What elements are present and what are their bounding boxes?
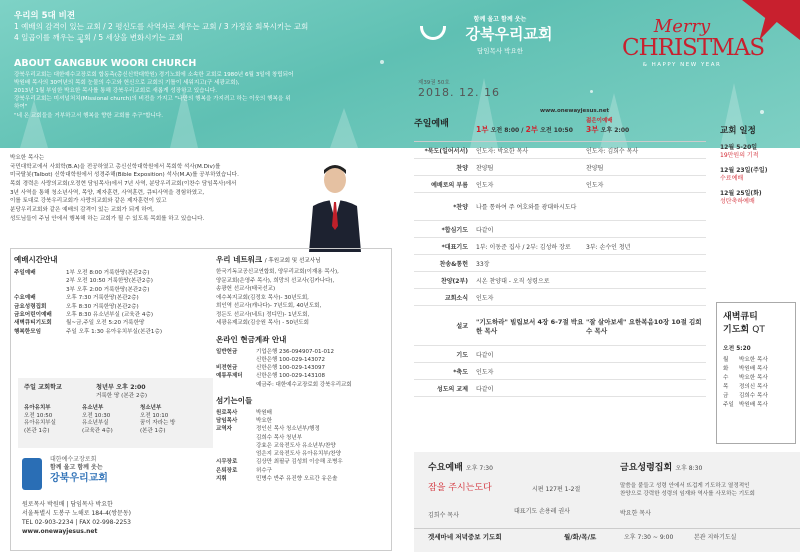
snowflake (760, 110, 764, 114)
ribbon-bow-icon (742, 0, 800, 40)
bio-line: 목회 경력은 사랑의교회(오정현 담임목사)에서 7년 사역, 분당우리교회(이찬수 담임목사)에서 (10, 180, 237, 187)
school-column: 유아유치부 오전 10:50 유아유치부실 (본관 1층) (24, 405, 56, 435)
snowflake (380, 60, 384, 64)
staff-row: 엄은지 교육전도사 유아유치부/찬양 (256, 451, 342, 458)
gethsemane-title: 겟세마네 저녁중보 기도회 (428, 533, 502, 541)
friday-title: 금요성령집회 오후 8:30 (620, 463, 703, 473)
order-row: *합심기도 다같이 (414, 221, 706, 238)
wednesday-title: 수요예배 오후 7:30 (428, 463, 493, 473)
merry-text: Merry (653, 16, 711, 37)
friday-leader: 박요한 목사 (620, 510, 651, 517)
staff-title: 섬기는이들 (216, 395, 253, 405)
staff-row: 담임목사 박요한 (216, 418, 272, 425)
wednesday-rep: 대표기도 손용레 권사 (514, 508, 570, 515)
about-text: 강북우리교회는 미셔널처치(Missional church)의 비전을 가지고 "나만의 행복을 가지려고 하는 이웃의 행복을 위하여" (14, 96, 291, 111)
offering-row: 일반헌금 기업은행 236-094907-01-012 (216, 348, 334, 355)
gethsemane-time: 오후 7:30 ~ 9:00 (624, 534, 674, 541)
schedule-title: 교회 일정 (720, 126, 756, 136)
issue-info (418, 78, 500, 99)
worship-order-header: 주일예배 1부 오전 8:00 / 2부 오전 10:50 젊은이예배 3부 오후 2:00 (414, 116, 706, 142)
staff-row: 김희수 목사 청년부 (256, 434, 303, 441)
bio-line: 분당우리교회와 같은 예배의 감격이 있는 교회가 되게 하여, (10, 206, 154, 213)
youth-place: 거룩한 땅 (본관 2층) (96, 393, 148, 399)
order-row: 찬양 찬양팀 찬양팀 (414, 159, 706, 176)
order-row: *대표기도 1부: 이동준 집사 / 2부: 김성하 장로 3부: 손수인 청년 (414, 238, 706, 255)
service-row: 금요성령집회 오후 8:30 거룩한땅(본관2층) (14, 303, 139, 310)
school-column: 청소년부 오전 10:10 꿈이 자라는 방 (본관 1층) (140, 405, 176, 435)
service-row: 2부 오전 10:50 거룩한땅(본관2층) (66, 278, 153, 285)
order-row: 성도의 교제 다같이 (414, 380, 706, 397)
christmas-text: CHRISTMAS (622, 35, 765, 61)
staff-row: 교역자 정인신 목사 청소년부/행정 (216, 426, 320, 433)
vision-title: 우리의 5대 비젼 (14, 11, 76, 21)
church-header (430, 14, 570, 55)
bio-line: 3년 사역을 통해 청소년사역, 목양, 제자훈련, 사역훈련, 큐티사역을 경험하였고, (10, 189, 205, 196)
network-title: 우리 네트워크 / 후원교회 및 선교사님 (216, 255, 321, 264)
service-row: 행복한모임 주일 오후 1:30 유아유치부실(본관1층) (14, 328, 163, 335)
new-year-text: & HAPPY NEW YEAR (642, 62, 722, 68)
pastor-photo (307, 160, 363, 252)
worship-order (414, 116, 706, 397)
church-name: 강북우리교회 (465, 25, 553, 43)
vision-block (14, 10, 308, 44)
staff-row: 지휘 민병수 반주 유진향 오르간 유은솔 (216, 475, 338, 482)
offering-row: 신한은행 100-029-143072 (256, 356, 325, 363)
dawn-row: 월 박요한 목사 (723, 357, 768, 363)
dawn-row: 목 정의신 목사 (723, 383, 768, 390)
order-row: 찬양(2부) 시온 찬양대 - 오직 성령으로 (414, 272, 706, 289)
dawn-prayer: 새벽큐티 기도회 QT 오전 5:20 월 박요한 목사 화 박원배 목사 수 박요한 목사 목 정의신 목사 금 김희수 목사 주일 박원배 목사 (716, 302, 796, 444)
dawn-row: 주일 박원배 목사 (723, 401, 768, 408)
offering-title: 온라인 현금계좌 안내 (216, 334, 287, 344)
staff-row: 강효은 교육전도사 유소년부/찬양 (256, 442, 336, 449)
divider (414, 528, 800, 529)
service-times-title: 예배시간안내 (14, 255, 58, 264)
friday-desc: 말씀을 붙들고 성령 안에서 뜨겁게 기도하고 열정적인 찬양으로 강력한 성령의 임재와 역사를 사모하는 기도회 (620, 483, 755, 498)
vision-line: 1 예배의 감격이 있는 교회 / 2 평신도를 사역자로 세우는 교회 / 3 가정을 회복시키는 교회 (14, 22, 309, 32)
gethsemane-days: 월/화/목/토 (564, 533, 597, 541)
website-url[interactable]: www.onewayjesus.net (540, 108, 610, 114)
christmas-greeting (622, 16, 765, 68)
gethsemane-place: 본관 지하기도실 (694, 534, 737, 541)
service-row: 주일예배 1부 오전 8:00 거룩한땅(본관2층) (14, 270, 150, 276)
sunday-school-title: 주일 교회학교 (24, 384, 63, 391)
order-row: 찬송&통헌 33장 (414, 255, 706, 272)
pastor-bio (10, 154, 310, 223)
service-times (14, 254, 204, 336)
dawn-row: 수 박요한 목사 (723, 374, 768, 381)
about-text: "네 온 교회들을 거부하고서 행복을 향한 교회를 추구"합니다. (14, 112, 164, 119)
order-row: 예배로의 부름 인도자 인도자 (414, 176, 706, 193)
schedule-item: 12월 23일(주일) 수료예배 (720, 166, 768, 183)
denomination: 대한예수교장로회 (50, 456, 97, 463)
order-row: *찬양 나를 통하여 주 여호와를 광대하시도다 (414, 193, 706, 221)
order-row-sermon: 설교 "기도하라" 빌립보서 4장 6-7절 박요한 목사 "잘 살아보세" 요한복음10장 10절 김희수 목사 (414, 306, 706, 346)
bio-line: 국민대학교에서 사회학(B.A)을 전공하였고 총신신학대학원에서 목회학 석사(M.Div)를 (10, 163, 221, 170)
dawn-row: 화 박원배 목사 (723, 365, 768, 372)
service-row: 금요어린이예배 오후 8:30 유소년부실 (교육관 4층) (14, 311, 154, 318)
church-tagline: 함께 울고 함께 웃는 (473, 16, 527, 23)
service-row: 새벽큐티기도회 월~금,주일 오전 5:20 거룩한땅 (14, 320, 145, 327)
about-text: 2013년 1월 부임한 박요한 목사를 통해 강북우리교회로 새롭게 성장하고 있습니다. (14, 88, 218, 95)
about-text: 박원배 목사의 30여년의 목회 눈물의 수고와 헌신으로 교회의 기틀이 세워지고(구 세광교회), (14, 80, 240, 87)
offering-row: 예튜푸제더 신한은행 100-029-143108 (216, 373, 325, 380)
dawn-time: 오전 5:20 (723, 346, 751, 352)
offering-row: 예금주: 대한예수교장로회 강북우리교회 (256, 381, 352, 388)
about-block (14, 58, 294, 120)
church-pastor: 담임목사 박요한 (476, 47, 524, 55)
offering-row: 비전헌금 신한은행 100-029-143097 (216, 365, 325, 372)
order-row: *묵도(일어서서) 인도자: 박요한 목사 인도자: 김희수 목사 (414, 142, 706, 159)
snowflake (590, 90, 593, 93)
issue-date: 2018. 12. 16 (418, 86, 500, 99)
bio-line: 미국탈봇(Talbot) 신학대학원에서 성경주해(Bible Exposition) 석사(M.A)를 공부하였습니다. (10, 172, 239, 179)
worship-order-title: 주일예배 (414, 119, 449, 129)
youth-time: 청년부 오후 2:00 (96, 384, 146, 391)
service-row: 수요예배 오후 7:30 거룩한땅(본관2층) (14, 295, 139, 302)
order-row: 기도 다같이 (414, 346, 706, 363)
about-title: ABOUT GANGBUK WOORI CHURCH (14, 58, 197, 69)
schedule-item: 12월 5-20일 19만원의 기적 (720, 144, 759, 160)
order-row: *축도 인도자 (414, 363, 706, 380)
contact-info: 원로목사 박원배 | 담임목사 박요한 서울특별시 도봉구 노해로 184-4(쌍문동) TEL 02-903-2234 | FAX 02-998-2253 www.onewayjesus.net (22, 501, 131, 535)
logo-name: 강북우리교회 (50, 473, 108, 485)
staff-row: 원로목사 박원배 (216, 409, 272, 416)
network-column: 우리 네트워크 / 후원교회 및 선교사님 한국기독교공신교연합회, 양무리교회(이재용 목사), 양문교회(은영주 목사), 희망의 선교사(김카나다), 송광헌 선교사(태국선교) 에수복지교회(김정호 목사)- 30년도회, 희인역 선교사(캐나다)- 7년도회, 40년도회, 정든도 선교사(네트) 정디민)- 1년도회, 세광유제교회(김승원 목사) - 50년도회 온라인 현금계좌 안내 일반헌금 기업은행 236-094907-01-012 신한은행 100-029-143072 비전헌금 신한은행 100-029-143097 예튜푸제더 신한은행 100-029-143108 예금주: 대한예수교장로회 강북우리교회 섬기는이들 원로목사 박원배 담임목사 박요한 교역자 정인신 목사 청소년부/행정 김희수 목사 청년부 강효은 교육전도사 유소년부/찬양 엄은지 교육전도사 유아유치부/찬양 시무장로 김상만 최필규 김성희 이승해 조병우 은퇴장로 허수구 지휘 민병수 반주 유진향 오르간 유은솔 (216, 254, 392, 483)
bio-line: 박요한 목사는 (10, 155, 45, 161)
sunday-school (18, 378, 213, 448)
church-schedule (720, 124, 800, 212)
cross-icon (22, 458, 42, 490)
wednesday-text: 시편 127편 1-2절 (532, 486, 581, 493)
wednesday-sermon: 잠을 주시는도다 (428, 483, 492, 493)
tree-decoration (330, 108, 358, 148)
bio-line: 성도님들이 주님 안에서 행복해 하는 교회가 될 수 있도록 목회를 하고 있습니다. (10, 215, 205, 222)
staff-row: 시무장로 김상만 최필규 김성희 이승해 조병우 (216, 459, 343, 466)
bio-line: 이를 토대로 강북우리교회가 사랑의교회와 같은 제자훈련이 있고 (10, 198, 167, 205)
order-row: 교회소식 인도자 (414, 289, 706, 306)
school-column: 유소년부 오전 10:30 유소년부실 (교육관 4층) (82, 405, 113, 435)
service-row: 3부 오후 2:00 거룩한땅(본관2층) (66, 286, 150, 293)
contact-url[interactable]: www.onewayjesus.net (22, 528, 98, 535)
logo-tagline: 함께 울고 함께 웃는 (50, 464, 103, 472)
issue-number: 제39권 50호 (418, 80, 450, 86)
weekday-services (414, 452, 800, 552)
schedule-item: 12월 25일(화) 성탄축하예배 (720, 189, 762, 205)
staff-row: 은퇴장로 허수구 (216, 467, 272, 474)
about-text: 강북우리교회는 대한예수교장로회 합동측(총신신학대학원) 경기노회에 소속한 교회로 1980년 6월 3일에 창립되어 (14, 72, 294, 78)
wednesday-leader: 김희수 목사 (428, 512, 459, 519)
vision-line: 4 일곱이를 깨우는 교회 / 5 세상을 변화시키는 교회 (14, 33, 183, 43)
dawn-row: 금 김희수 목사 (723, 392, 768, 399)
